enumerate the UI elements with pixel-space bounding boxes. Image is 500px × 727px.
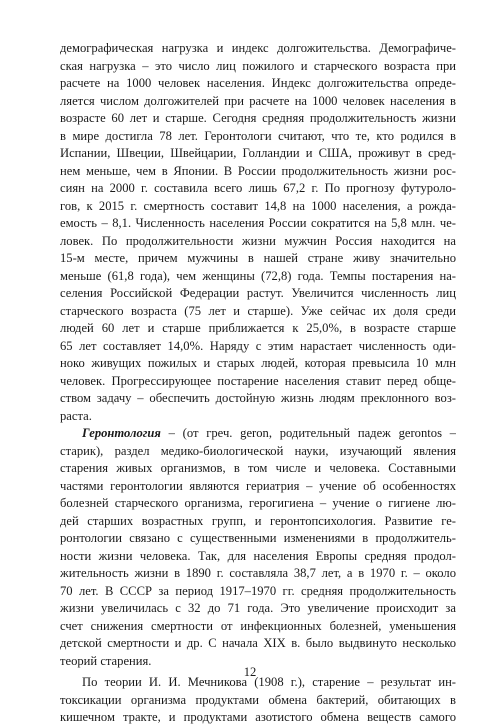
text-line: частями геронтологии являются гериатрия – учение об особенностях bbox=[60, 478, 456, 493]
text-line: детской смертности и др. С начала XIX в. было выдвинуто несколько bbox=[60, 636, 456, 650]
text-line: ноко живущих пожилых и старых людей, которая превысила 10 млн bbox=[60, 356, 456, 370]
text-line-first bbox=[60, 425, 456, 443]
text-line: болезней старческого организма, герогигиена – учение о гигиене лю- bbox=[60, 496, 456, 510]
text-line: возрасте 60 лет и старше. Сегодня средняя продолжительность жизни bbox=[60, 111, 456, 125]
text-line: ловек. По продолжительности жизни мужчин Россия находится на bbox=[60, 233, 456, 248]
text-line: кишечном тракте, и продуктами азотистого обмена веществ самого bbox=[60, 710, 456, 724]
text-line: дей старших возрастных групп, и геронтопсихология. Развитие ге- bbox=[60, 513, 456, 528]
text-line: селения Российской Федерации растут. Увеличится численность лиц bbox=[60, 286, 456, 300]
text-line: людей 60 лет и старше приближается к 25,0%, в возрасте старше bbox=[60, 321, 456, 335]
text-line: жительность жизни в 1890 г. составляла 38,7 лет, а в 1970 г. – около bbox=[60, 566, 456, 580]
text-line: теорий старения. bbox=[60, 653, 152, 668]
text-line: 65 лет составляет 14,0%. Наряду с этим нарастает численность оди- bbox=[60, 338, 456, 353]
text-line: ляется числом долгожителей при расчете на 1000 человек населения в bbox=[60, 93, 456, 108]
text-line: токсикации организма продуктами обмена бактерий, обитающих в bbox=[60, 692, 456, 707]
text-line: демографическая нагрузка и индекс долгожительства. Демографиче- bbox=[60, 41, 456, 55]
text-line: гов, к 2015 г. смертность составит 14,8 на 1000 населения, а рожда- bbox=[60, 198, 456, 213]
text-line: 70 лет. В СССР за период 1917–1970 гг. средняя продолжительность bbox=[60, 583, 456, 598]
text-line: сиян на 2000 г. составила всего лишь 67,2 г. По прогнозу футуроло- bbox=[60, 181, 456, 195]
text-line: расчете на 1000 человек населения. Индекс долгожительства опреде- bbox=[60, 76, 456, 90]
text-line: старения живых организмов, в том числе и человека. Составными bbox=[60, 461, 456, 475]
definition-start: – (от греч. geron, родительный падеж gerontos – bbox=[160, 426, 456, 440]
text-line: жизни увеличилась с 32 до 71 года. Это увеличение происходит за bbox=[60, 601, 456, 615]
text-line: ронтологии связано с существенными изменениями в продолжитель- bbox=[60, 531, 456, 545]
text-line: нем меньше, чем в Японии. В России продолжительность жизни рос- bbox=[60, 163, 456, 178]
page-number: 12 bbox=[243, 665, 257, 679]
text-line: ская нагрузка – это число лиц пожилого и старческого возраста при bbox=[60, 58, 456, 73]
term-gerontology: Геронтология bbox=[82, 426, 161, 440]
text-line: меньше (61,8 года), чем женщины (72,8) года. Темпы постарения на- bbox=[60, 268, 456, 283]
text-line: ности жизни человека. Так, для населения Европы средняя продол- bbox=[60, 548, 456, 563]
paragraph-demography bbox=[60, 40, 456, 425]
text-line: старческого возраста (75 лет и старше). Уже сейчас их доля среди bbox=[60, 303, 456, 318]
text-line: старик), раздел медико-биологической науки, изучающий явления bbox=[60, 443, 456, 458]
text-line: 15-м месте, причем мужчины в нашей стране живу значительно bbox=[60, 251, 456, 265]
text-line: человек. Прогрессирующее постарение населения ставит перед обще- bbox=[60, 373, 456, 388]
text-line: Испании, Швеции, Швейцарии, Голландии и США, проживут в сред- bbox=[60, 146, 456, 160]
text-line: раста. bbox=[60, 408, 92, 423]
text-line: ством задачу – обеспечить достойную жизнь людям преклонного воз- bbox=[60, 391, 456, 405]
text-line: емость – 8,1. Численность населения России сократится на 5,8 млн. че- bbox=[60, 216, 456, 230]
text-line: счет снижения смертности от инфекционных болезней, уменьшения bbox=[60, 618, 456, 633]
paragraph-mechnikov bbox=[60, 674, 456, 727]
text-line-first: По теории И. И. Мечникова (1908 г.), старение – результат ин- bbox=[82, 675, 456, 689]
body-text bbox=[60, 40, 456, 727]
text-line: в мире достигла 78 лет. Геронтологи считают, что те, кто родился в bbox=[60, 128, 456, 143]
paragraph-gerontology bbox=[60, 425, 456, 670]
